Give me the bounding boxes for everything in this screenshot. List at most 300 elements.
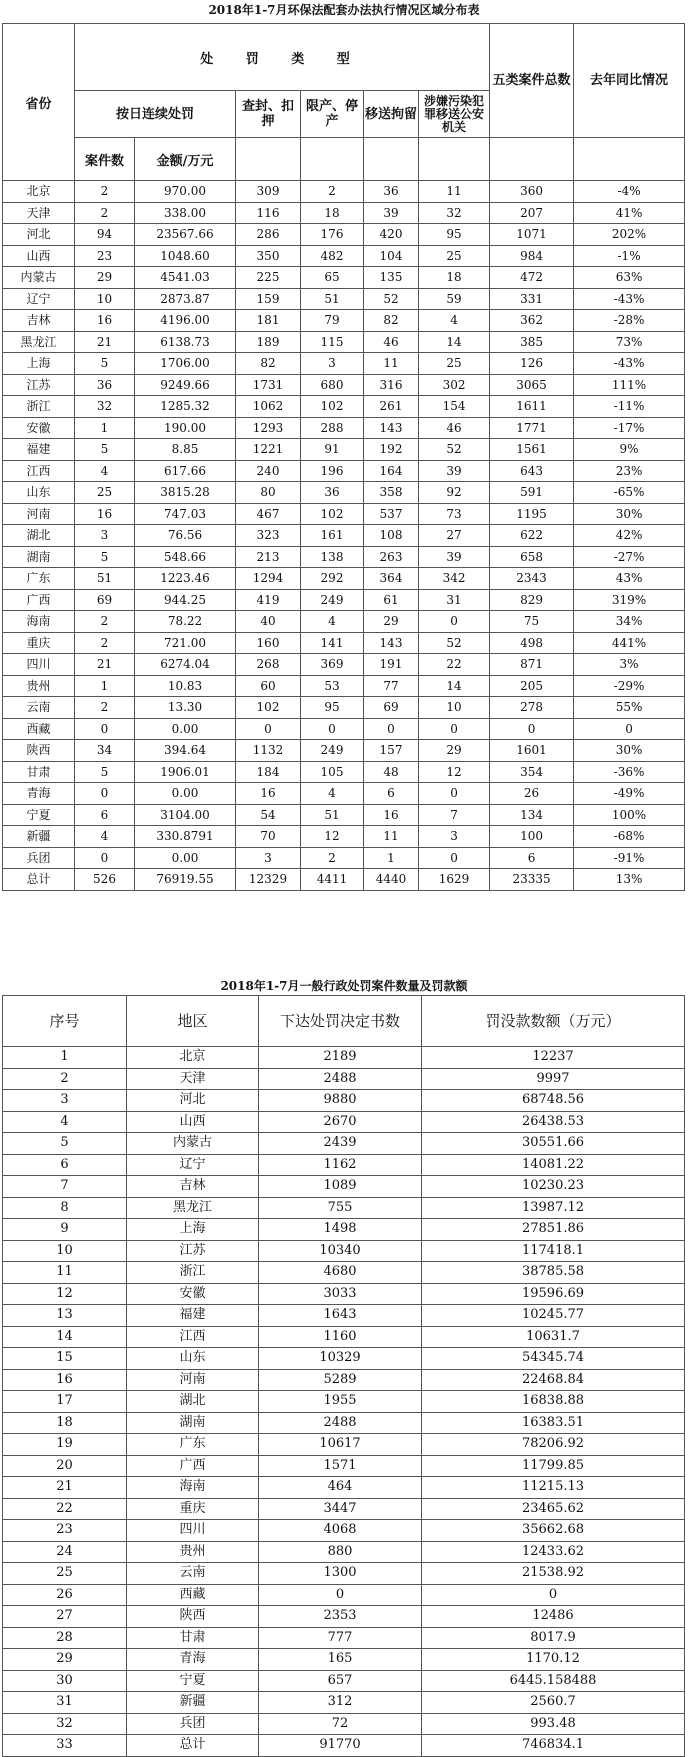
table-cell: 10617	[259, 1434, 422, 1456]
table-cell: 23567.66	[135, 224, 236, 246]
table-cell: 82	[364, 310, 419, 332]
table-row	[3, 1498, 685, 1520]
table-cell: 21	[75, 331, 135, 353]
table-cell: 52	[419, 632, 490, 654]
table-cell: 内蒙古	[3, 267, 75, 289]
table-cell: 27851.86	[422, 1219, 685, 1241]
table-cell: 116	[236, 202, 301, 224]
table-cell: 上海	[3, 353, 75, 375]
table-cell: 385	[490, 331, 574, 353]
table-cell: 138	[301, 546, 364, 568]
table-row	[3, 611, 685, 633]
table-row	[3, 718, 685, 740]
table-cell: 278	[490, 697, 574, 719]
table-cell: 10230.23	[422, 1176, 685, 1198]
table-cell: 63%	[574, 267, 685, 289]
table-cell: 4	[301, 783, 364, 805]
table2-title: 2018年1-7月一般行政处罚案件数量及罚款额	[220, 979, 468, 993]
table-cell: 1	[75, 417, 135, 439]
table-cell: 643	[490, 460, 574, 482]
table-cell: 16	[75, 310, 135, 332]
table-cell: 江西	[3, 460, 75, 482]
table-cell: 213	[236, 546, 301, 568]
header-daily-penalty: 按日连续处罚	[75, 91, 236, 138]
table-cell: 天津	[3, 202, 75, 224]
table-cell: 25	[3, 1563, 127, 1585]
table-cell: 75	[490, 611, 574, 633]
enforcement-distribution-table	[2, 23, 685, 891]
table-cell: 658	[490, 546, 574, 568]
table-cell: 3815.28	[135, 482, 236, 504]
table-cell: 3	[301, 353, 364, 375]
table-cell: 32	[75, 396, 135, 418]
table-cell: 13.30	[135, 697, 236, 719]
table-row	[3, 181, 685, 203]
table-cell: 4411	[301, 869, 364, 891]
table-cell: 829	[490, 589, 574, 611]
table-cell: 14	[419, 675, 490, 697]
table-cell: 880	[259, 1541, 422, 1563]
table-cell: 0	[75, 718, 135, 740]
table-cell: 12329	[236, 869, 301, 891]
table-cell: 21538.92	[422, 1563, 685, 1585]
table-cell: 69	[364, 697, 419, 719]
table-cell: 3	[75, 525, 135, 547]
table-cell: 73%	[574, 331, 685, 353]
table-cell: 102	[301, 503, 364, 525]
table-cell: 240	[236, 460, 301, 482]
table-row	[3, 310, 685, 332]
header-amount: 金额/万元	[135, 138, 236, 181]
header-region: 地区	[127, 996, 259, 1047]
table-cell: 2	[75, 632, 135, 654]
table-cell: 山西	[127, 1111, 259, 1133]
table-cell: 13987.12	[422, 1197, 685, 1219]
table-cell: 16	[236, 783, 301, 805]
table-cell: 205	[490, 675, 574, 697]
table-cell: 482	[301, 245, 364, 267]
table-cell: 8.85	[135, 439, 236, 461]
table-row	[3, 847, 685, 869]
table-row	[3, 1219, 685, 1241]
table-cell: 22	[3, 1498, 127, 1520]
table-cell: 30551.66	[422, 1133, 685, 1155]
table-cell: 76.56	[135, 525, 236, 547]
table-cell: 141	[301, 632, 364, 654]
table-cell: 总计	[3, 869, 75, 891]
table-cell: 30%	[574, 503, 685, 525]
table-cell: 472	[490, 267, 574, 289]
table-cell: 23465.62	[422, 1498, 685, 1520]
penalty-cases-table	[2, 995, 685, 1757]
table-cell: 91	[301, 439, 364, 461]
table-cell: 20	[3, 1455, 127, 1477]
table-cell: 福建	[3, 439, 75, 461]
table-cell: 34%	[574, 611, 685, 633]
table-cell: 12	[301, 826, 364, 848]
table-cell: 25	[419, 353, 490, 375]
header-fine-amount: 罚没款数额（万元）	[422, 996, 685, 1047]
table-cell: 青海	[127, 1649, 259, 1671]
table-cell: 27	[419, 525, 490, 547]
table-cell: 331	[490, 288, 574, 310]
table-cell: -17%	[574, 417, 685, 439]
table-cell: 755	[259, 1197, 422, 1219]
table-row	[3, 1068, 685, 1090]
table-cell: 100	[490, 826, 574, 848]
table-row	[3, 826, 685, 848]
table-cell: 6	[75, 804, 135, 826]
table-cell: 江苏	[127, 1240, 259, 1262]
table-cell: 10245.77	[422, 1305, 685, 1327]
table-cell: 134	[490, 804, 574, 826]
table-cell: 51	[301, 288, 364, 310]
table-cell: 贵州	[3, 675, 75, 697]
header-decisions: 下达处罚决定书数	[259, 996, 422, 1047]
table-cell: 3%	[574, 654, 685, 676]
table-cell: 330.8791	[135, 826, 236, 848]
table-cell: 新疆	[127, 1692, 259, 1714]
table-cell: 26438.53	[422, 1111, 685, 1133]
table-cell: 657	[259, 1670, 422, 1692]
table-cell: 189	[236, 331, 301, 353]
table-cell: 四川	[3, 654, 75, 676]
table-row	[3, 374, 685, 396]
table-cell: 13%	[574, 869, 685, 891]
table-cell: 1	[75, 675, 135, 697]
table-cell: 161	[301, 525, 364, 547]
table-cell: 196	[301, 460, 364, 482]
table-cell: 52	[364, 288, 419, 310]
table-cell: 59	[419, 288, 490, 310]
table-cell: 79	[301, 310, 364, 332]
table-cell: 山东	[127, 1348, 259, 1370]
table-cell: 115	[301, 331, 364, 353]
table-cell: 山西	[3, 245, 75, 267]
table-cell: 浙江	[3, 396, 75, 418]
table-row	[3, 697, 685, 719]
header-province: 省份	[3, 24, 75, 181]
table-cell: 3	[236, 847, 301, 869]
table-cell: 263	[364, 546, 419, 568]
table-cell: 32	[3, 1713, 127, 1735]
table-cell: 安徽	[3, 417, 75, 439]
table-row	[3, 1240, 685, 1262]
table-cell: 0	[419, 783, 490, 805]
table-row	[3, 1283, 685, 1305]
table-cell: 591	[490, 482, 574, 504]
table-cell: -11%	[574, 396, 685, 418]
table-cell: 268	[236, 654, 301, 676]
table-cell: 4541.03	[135, 267, 236, 289]
table-cell: 10	[3, 1240, 127, 1262]
table-cell: 甘肃	[3, 761, 75, 783]
table-cell: 202%	[574, 224, 685, 246]
table-cell: 12	[3, 1283, 127, 1305]
table-cell: 190.00	[135, 417, 236, 439]
table-row	[3, 804, 685, 826]
table-cell: 29	[419, 740, 490, 762]
table-cell: 21	[3, 1477, 127, 1499]
table-cell: 117418.1	[422, 1240, 685, 1262]
header-case-count: 案件数	[75, 138, 135, 181]
table-cell: 369	[301, 654, 364, 676]
table-row	[3, 1434, 685, 1456]
table-cell: 312	[259, 1692, 422, 1714]
table-cell: 53	[301, 675, 364, 697]
table-cell: 2488	[259, 1412, 422, 1434]
table-cell: -43%	[574, 353, 685, 375]
table-cell: 192	[364, 439, 419, 461]
table-row	[3, 353, 685, 375]
table1-title: 2018年1-7月环保法配套办法执行情况区域分布表	[208, 3, 480, 17]
table-cell: 165	[259, 1649, 422, 1671]
table-cell: 7	[419, 804, 490, 826]
table-cell: 2189	[259, 1047, 422, 1069]
table-cell: 29	[75, 267, 135, 289]
table-cell: 江苏	[3, 374, 75, 396]
header-crime-transfer: 涉嫌污染犯罪移送公安机关	[419, 91, 490, 138]
table-cell: 1731	[236, 374, 301, 396]
table-cell: 浙江	[127, 1262, 259, 1284]
table-row	[3, 1735, 685, 1757]
table-cell: 441%	[574, 632, 685, 654]
table-cell: -91%	[574, 847, 685, 869]
table-cell: 323	[236, 525, 301, 547]
table-cell: 364	[364, 568, 419, 590]
table-cell: 72	[259, 1713, 422, 1735]
table-cell: 225	[236, 267, 301, 289]
table-cell: 777	[259, 1627, 422, 1649]
table-cell: 0	[259, 1584, 422, 1606]
table-cell: 6138.73	[135, 331, 236, 353]
table-cell: 1132	[236, 740, 301, 762]
table-cell: 12237	[422, 1047, 685, 1069]
table-cell: 6445.158488	[422, 1670, 685, 1692]
table-cell: 362	[490, 310, 574, 332]
table-cell: 16	[364, 804, 419, 826]
table-cell: 191	[364, 654, 419, 676]
table-cell: 辽宁	[127, 1154, 259, 1176]
table-cell: 680	[301, 374, 364, 396]
table-cell: 36	[301, 482, 364, 504]
table-row	[3, 1455, 685, 1477]
table-cell: 湖北	[127, 1391, 259, 1413]
table-cell: 辽宁	[3, 288, 75, 310]
table-cell: 10	[419, 697, 490, 719]
table-cell: 70	[236, 826, 301, 848]
table-row	[3, 525, 685, 547]
table-cell: 184	[236, 761, 301, 783]
table-cell: 2439	[259, 1133, 422, 1155]
table-cell: 0	[75, 783, 135, 805]
table-cell: 154	[419, 396, 490, 418]
table-cell: 6	[490, 847, 574, 869]
table-cell: 9880	[259, 1090, 422, 1112]
table-cell: 1048.60	[135, 245, 236, 267]
header-seq: 序号	[3, 996, 127, 1047]
table-cell: 27	[3, 1606, 127, 1628]
table-row	[3, 1176, 685, 1198]
table-cell: 157	[364, 740, 419, 762]
table-cell: 6	[364, 783, 419, 805]
table-cell: 159	[236, 288, 301, 310]
table-cell: 338.00	[135, 202, 236, 224]
table-cell: 9%	[574, 439, 685, 461]
table-cell: 广东	[127, 1434, 259, 1456]
table-cell: 海南	[3, 611, 75, 633]
table-cell: 14081.22	[422, 1154, 685, 1176]
table-cell: 贵州	[127, 1541, 259, 1563]
table-cell: -43%	[574, 288, 685, 310]
table-row	[3, 1412, 685, 1434]
header-blank	[419, 138, 490, 181]
table-cell: 0	[301, 718, 364, 740]
table-cell: 342	[419, 568, 490, 590]
table-cell: 16	[3, 1369, 127, 1391]
table-cell: 0	[75, 847, 135, 869]
table-cell: 36	[364, 181, 419, 203]
table-cell: 10	[75, 288, 135, 310]
table-cell: 安徽	[127, 1283, 259, 1305]
table-cell: -1%	[574, 245, 685, 267]
table-cell: 15	[3, 1348, 127, 1370]
table-cell: 1771	[490, 417, 574, 439]
table-cell: 1160	[259, 1326, 422, 1348]
table-cell: 内蒙古	[127, 1133, 259, 1155]
header-yoy: 去年同比情况	[574, 24, 685, 138]
table-cell: 0	[419, 718, 490, 740]
table-cell: 95	[301, 697, 364, 719]
table-cell: 1906.01	[135, 761, 236, 783]
table-cell: 61	[364, 589, 419, 611]
table-cell: 21	[75, 654, 135, 676]
header-blank	[236, 138, 301, 181]
table-cell: 32	[419, 202, 490, 224]
table-cell: 5	[75, 761, 135, 783]
table-cell: 143	[364, 417, 419, 439]
table-cell: 山东	[3, 482, 75, 504]
table-cell: 3104.00	[135, 804, 236, 826]
table-row	[3, 740, 685, 762]
table-cell: 31	[419, 589, 490, 611]
table-cell: 新疆	[3, 826, 75, 848]
table-cell: 11799.85	[422, 1455, 685, 1477]
table-cell: 984	[490, 245, 574, 267]
table-cell: 22468.84	[422, 1369, 685, 1391]
table-cell: 青海	[3, 783, 75, 805]
table-cell: 39	[364, 202, 419, 224]
table-cell: 12	[419, 761, 490, 783]
table-row	[3, 546, 685, 568]
table-row	[3, 1692, 685, 1714]
table-cell: 526	[75, 869, 135, 891]
table-cell: 13	[3, 1305, 127, 1327]
table-cell: 0	[236, 718, 301, 740]
table-cell: 云南	[3, 697, 75, 719]
table-cell: -29%	[574, 675, 685, 697]
table-cell: 1162	[259, 1154, 422, 1176]
table-cell: 36	[75, 374, 135, 396]
table-cell: 467	[236, 503, 301, 525]
table-cell: 249	[301, 740, 364, 762]
table-row	[3, 1391, 685, 1413]
table-cell: 重庆	[3, 632, 75, 654]
table-cell: 16383.51	[422, 1412, 685, 1434]
table-cell: 1089	[259, 1176, 422, 1198]
table-row	[3, 1133, 685, 1155]
table-cell: 46	[364, 331, 419, 353]
table-cell: 970.00	[135, 181, 236, 203]
table-cell: 11	[3, 1262, 127, 1284]
table-cell: 西藏	[3, 718, 75, 740]
table-cell: 河北	[3, 224, 75, 246]
table-cell: 天津	[127, 1068, 259, 1090]
table-row	[3, 632, 685, 654]
table-cell: 5	[75, 353, 135, 375]
table-cell: 23%	[574, 460, 685, 482]
table-cell: 24	[3, 1541, 127, 1563]
table-cell: 上海	[127, 1219, 259, 1241]
table-cell: 126	[490, 353, 574, 375]
table-cell: 陕西	[3, 740, 75, 762]
table-cell: 西藏	[127, 1584, 259, 1606]
table-row	[3, 1154, 685, 1176]
table-cell: 420	[364, 224, 419, 246]
table-cell: 42%	[574, 525, 685, 547]
table-cell: 0.00	[135, 847, 236, 869]
table-cell: 261	[364, 396, 419, 418]
table-cell: 30%	[574, 740, 685, 762]
table-cell: 1498	[259, 1219, 422, 1241]
table-cell: 55%	[574, 697, 685, 719]
table-cell: 2	[75, 697, 135, 719]
table-cell: 181	[236, 310, 301, 332]
table-cell: 54345.74	[422, 1348, 685, 1370]
table-cell: 52	[419, 439, 490, 461]
table-row	[3, 202, 685, 224]
table-cell: 19	[3, 1434, 127, 1456]
table-cell: 北京	[3, 181, 75, 203]
table-cell: 944.25	[135, 589, 236, 611]
table-cell: 29	[364, 611, 419, 633]
table-cell: 19596.69	[422, 1283, 685, 1305]
table-cell: 309	[236, 181, 301, 203]
table-cell: 23335	[490, 869, 574, 891]
table-cell: 1706.00	[135, 353, 236, 375]
table-cell: 4	[75, 460, 135, 482]
header-penalty-type: 处 罚 类 型	[75, 24, 490, 91]
table-cell: 3447	[259, 1498, 422, 1520]
table-cell: 4196.00	[135, 310, 236, 332]
table-cell: 721.00	[135, 632, 236, 654]
table-cell: 94	[75, 224, 135, 246]
table-cell: 黑龙江	[3, 331, 75, 353]
table-cell: 25	[419, 245, 490, 267]
table-cell: 1561	[490, 439, 574, 461]
table-cell: 黑龙江	[127, 1197, 259, 1219]
table-cell: 10.83	[135, 675, 236, 697]
table-cell: 1071	[490, 224, 574, 246]
table-cell: 286	[236, 224, 301, 246]
table-cell: 1955	[259, 1391, 422, 1413]
table-cell: 河南	[3, 503, 75, 525]
table-cell: 16	[75, 503, 135, 525]
table2-body	[3, 1047, 685, 1757]
table-cell: 10329	[259, 1348, 422, 1370]
table-cell: 四川	[127, 1520, 259, 1542]
table-cell: 11	[419, 181, 490, 203]
